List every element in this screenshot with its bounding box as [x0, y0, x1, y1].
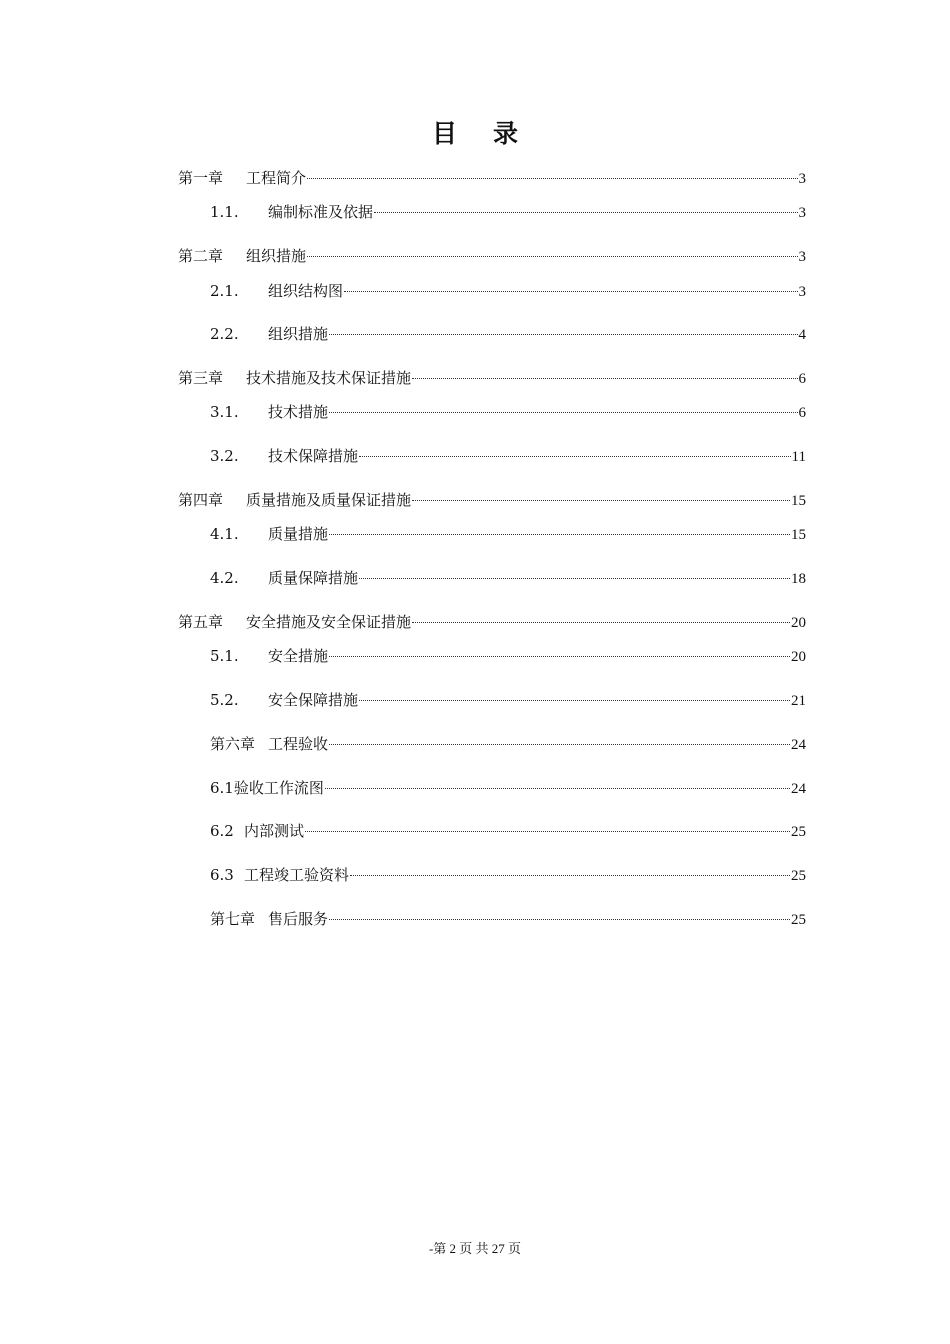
toc-entry[interactable] [178, 490, 806, 510]
toc-entry[interactable] [210, 821, 806, 841]
toc-entry-title: 安全保障措施 [268, 691, 359, 709]
toc-entry-page-number: 11 [791, 449, 806, 465]
toc-dot-leader [329, 412, 797, 413]
toc-entry-title: 工程验收 [268, 735, 329, 753]
toc-entry-title: 组织措施 [246, 247, 307, 265]
toc-entry[interactable] [178, 168, 806, 188]
toc-entry-page-number: 3 [798, 205, 806, 221]
toc-dot-leader [359, 456, 791, 457]
toc-entry-title: 技术措施及技术保证措施 [246, 369, 412, 387]
toc-entry-title: 售后服务 [268, 910, 329, 928]
toc-entry[interactable] [210, 865, 806, 885]
toc-entry-page-number: 6 [798, 405, 806, 421]
toc-entry[interactable] [178, 368, 806, 388]
toc-dot-leader [412, 500, 790, 501]
toc-dot-leader [329, 334, 797, 335]
toc-entry-number: 4.2. [210, 569, 239, 587]
toc-entry-page-number: 20 [791, 615, 806, 631]
toc-entry[interactable] [210, 324, 806, 344]
toc-entry-title: 工程竣工验资料 [244, 866, 350, 884]
toc-entry[interactable] [210, 568, 806, 588]
toc-entry[interactable] [210, 909, 806, 929]
toc-title [0, 114, 950, 150]
toc-entry-number: 第一章 [178, 169, 224, 187]
toc-title-part2: 录 [493, 119, 519, 148]
toc-entry-number: 第七章 [210, 910, 256, 928]
toc-entry[interactable] [210, 281, 806, 301]
toc-dot-leader [412, 622, 790, 623]
toc-entry-number: 3.2. [210, 447, 239, 465]
toc-entry[interactable] [210, 690, 806, 710]
toc-dot-leader [329, 534, 790, 535]
toc-entry-number: 2.2. [210, 325, 239, 343]
toc-entry-page-number: 3 [798, 249, 806, 265]
toc-entry-number: 6.2 [210, 822, 234, 840]
toc-entry-number: 2.1. [210, 282, 239, 300]
toc-entry-number: 6.3 [210, 866, 234, 884]
toc-entry-page-number: 15 [791, 527, 806, 543]
toc-entry-page-number: 3 [798, 171, 806, 187]
toc-entry[interactable] [210, 734, 806, 754]
toc-dot-leader [329, 919, 790, 920]
toc-entry-page-number: 24 [791, 737, 806, 753]
page-footer: -第 2 页 共 27 页 [428, 1241, 522, 1256]
toc-entry-page-number: 24 [791, 781, 806, 797]
toc-entry-number: 第二章 [178, 247, 224, 265]
toc-dot-leader [329, 744, 790, 745]
toc-dot-leader [325, 788, 790, 789]
toc-entry-title: 编制标准及依据 [268, 203, 374, 221]
toc-entry-title: 安全措施及安全保证措施 [246, 613, 412, 631]
toc-dot-leader [344, 291, 797, 292]
toc-entry-number: 第五章 [178, 613, 224, 631]
toc-dot-leader [329, 656, 790, 657]
toc-entry[interactable] [178, 246, 806, 266]
toc-entry-number: 第六章 [210, 735, 256, 753]
toc-entry[interactable] [210, 402, 806, 422]
toc-entry-number: 4.1. [210, 525, 239, 543]
toc-entry-page-number: 18 [791, 571, 806, 587]
toc-entry-title: 安全措施 [268, 647, 329, 665]
toc-entry-page-number: 20 [791, 649, 806, 665]
toc-dot-leader [307, 256, 797, 257]
toc-dot-leader [359, 578, 790, 579]
toc-entry-page-number: 3 [798, 284, 806, 300]
toc-entry[interactable] [210, 778, 806, 798]
toc-dot-leader [374, 212, 797, 213]
toc-entry-number: 第四章 [178, 491, 224, 509]
toc-dot-leader [305, 831, 790, 832]
toc-dot-leader [412, 378, 797, 379]
toc-entry-page-number: 15 [791, 493, 806, 509]
toc-entry-number: 5.2. [210, 691, 239, 709]
toc-entry-title: 组织结构图 [268, 282, 344, 300]
toc-entry-page-number: 6 [798, 371, 806, 387]
toc-entry-title: 技术保障措施 [268, 447, 359, 465]
toc-entry-number: 6.1 [210, 779, 234, 797]
toc-entry-page-number: 25 [791, 912, 806, 928]
toc-entry-title: 质量措施 [268, 525, 329, 543]
toc-entry-title: 组织措施 [268, 325, 329, 343]
toc-entry-number: 3.1. [210, 403, 239, 421]
toc-entry-page-number: 4 [798, 327, 806, 343]
toc-entry[interactable] [210, 524, 806, 544]
toc-entry-title: 质量保障措施 [268, 569, 359, 587]
toc-entry-page-number: 25 [791, 868, 806, 884]
toc-entry-page-number: 25 [791, 824, 806, 840]
toc-entry-page-number: 21 [791, 693, 806, 709]
toc-dot-leader [350, 875, 790, 876]
toc-entry-number: 5.1. [210, 647, 239, 665]
toc-entry-number: 第三章 [178, 369, 224, 387]
toc-entry-title: 内部测试 [244, 822, 305, 840]
toc-entry-title: 技术措施 [268, 403, 329, 421]
toc-dot-leader [307, 178, 797, 179]
toc-title-part1: 目 [431, 119, 457, 148]
toc-entry-title: 验收工作流图 [233, 779, 324, 797]
toc-entry[interactable] [210, 446, 806, 466]
toc-entry-title: 工程简介 [246, 169, 307, 187]
toc-dot-leader [359, 700, 790, 701]
toc-entry-title: 质量措施及质量保证措施 [246, 491, 412, 509]
toc-entry[interactable] [178, 612, 806, 632]
toc-entry[interactable] [210, 646, 806, 666]
toc-entry[interactable] [210, 202, 806, 222]
toc-entry-number: 1.1. [210, 203, 239, 221]
